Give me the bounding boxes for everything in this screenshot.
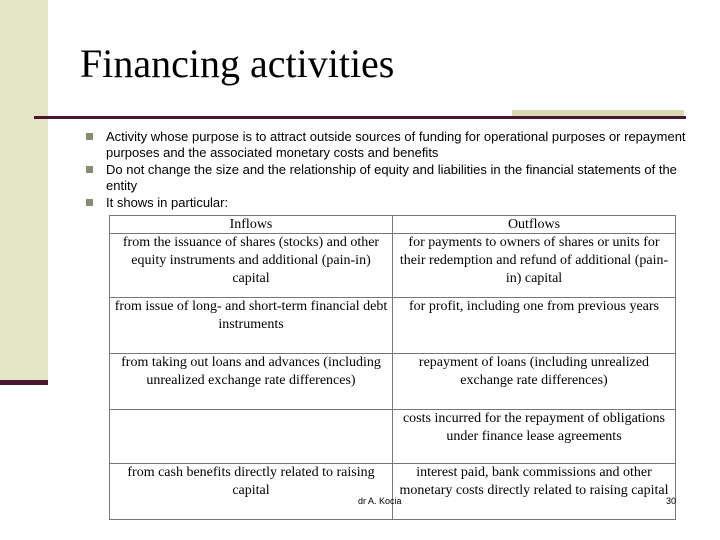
bullet-text: Do not change the size and the relationship of equity and liabilities in the financial statements of the entity <box>106 162 677 193</box>
table-row <box>110 410 676 464</box>
page-number: 30 <box>666 496 677 506</box>
inflow-cell <box>110 410 393 464</box>
inflow-cell: from issue of long- and short-term financial debt instruments <box>110 298 393 354</box>
outflow-cell: costs incurred for the repayment of obligations under finance lease agreements <box>393 410 676 464</box>
inflow-cell: from the issuance of shares (stocks) and other equity instruments and additional (pain-in) capital <box>110 234 393 298</box>
outflow-cell: for payments to owners of shares or units for their redemption and refund of additional (pain-in) capital <box>393 234 676 298</box>
inflows-header: Inflows <box>110 216 393 234</box>
outflows-header: Outflows <box>393 216 676 234</box>
inflow-cell: from taking out loans and advances (including unrealized exchange rate differences) <box>110 354 393 410</box>
title-rule <box>34 116 686 119</box>
table-header-row <box>110 216 676 234</box>
bullet-list <box>86 129 686 212</box>
bullet-item <box>86 129 686 161</box>
square-bullet-icon <box>86 133 93 140</box>
side-decor-bar <box>0 0 48 382</box>
table-row <box>110 234 676 298</box>
inflow-cell: from cash benefits directly related to raising capital <box>110 464 393 520</box>
bullet-text: Activity whose purpose is to attract outside sources of funding for operational purposes or repayment purposes and the associated monetary costs and benefits <box>106 129 686 160</box>
outflow-cell: for profit, including one from previous years <box>393 298 676 354</box>
footer-author: dr A. Kocia <box>358 496 402 506</box>
table-row <box>110 354 676 410</box>
side-decor-bar-base <box>0 380 48 385</box>
table-row <box>110 298 676 354</box>
bullet-item <box>86 195 686 211</box>
slide-title: Financing activities <box>80 41 395 86</box>
outflow-cell: interest paid, bank commissions and other monetary costs directly related to raising capital <box>393 464 676 520</box>
square-bullet-icon <box>86 166 93 173</box>
table-row <box>110 464 676 520</box>
cash-flows-table <box>109 215 676 520</box>
outflow-cell: repayment of loans (including unrealized exchange rate differences) <box>393 354 676 410</box>
square-bullet-icon <box>86 199 93 206</box>
bullet-item <box>86 162 686 194</box>
bullet-text: It shows in particular: <box>106 195 229 210</box>
